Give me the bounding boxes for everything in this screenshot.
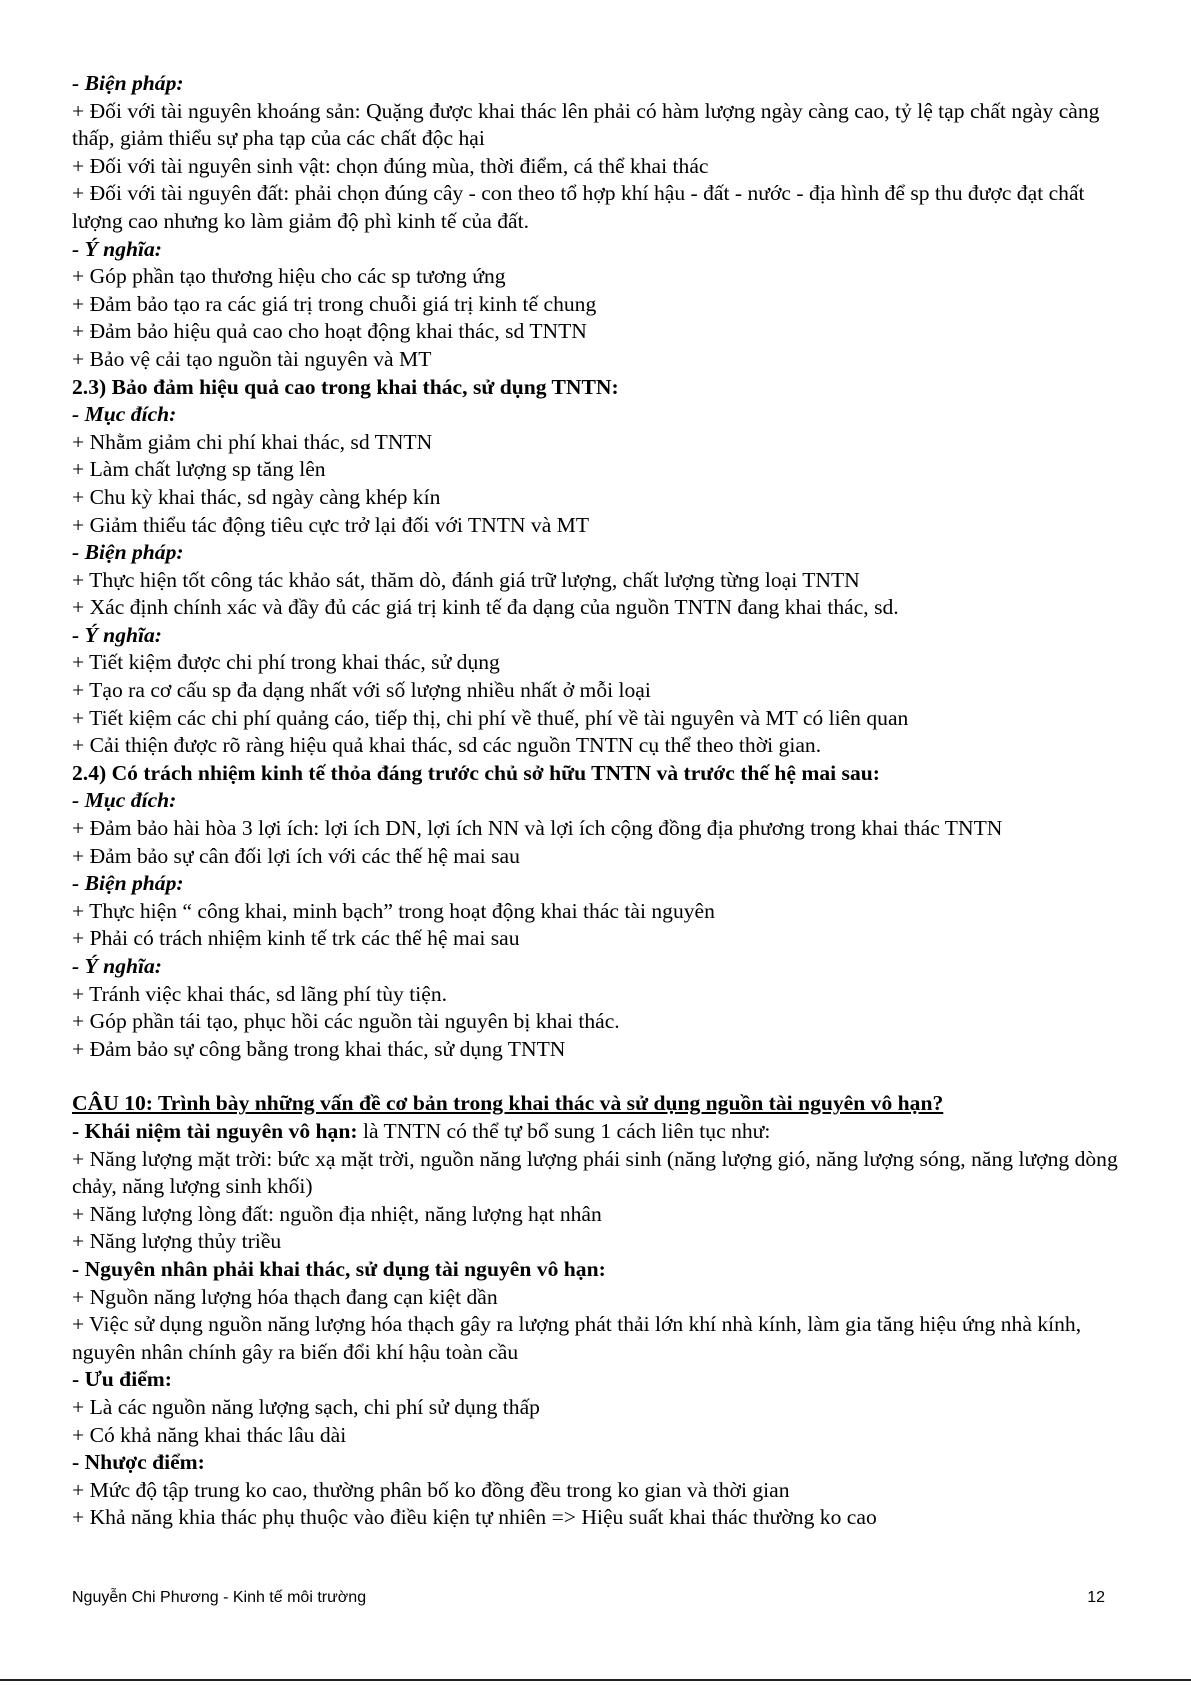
bullet-item: + Mức độ tập trung ko cao, thường phân bố ko đồng đều trong ko gian và thời gian (72, 1477, 790, 1502)
bullet-item: + Đảm bảo sự công bằng trong khai thác, sử dụng TNTN (72, 1036, 566, 1061)
section-heading-2-4: 2.4) Có trách nhiệm kinh tế thỏa đáng trước chủ sở hữu TNTN và trước thế hệ mai sau: (72, 760, 880, 785)
bullet-item: + Góp phần tái tạo, phục hồi các nguồn tài nguyên bị khai thác. (72, 1009, 620, 1034)
bullet-item: + Đối với tài nguyên khoáng sản: Quặng được khai thác lên phải có hàm lượng ngày càng cao, tỷ lệ tạp chất ngày càng thấp, giảm thiểu sự pha tạp của các chất độc hại (72, 98, 1100, 151)
bullet-item: + Chu kỳ khai thác, sd ngày càng khép kín (72, 484, 441, 509)
subheading-meaning: - Ý nghĩa: (72, 954, 162, 978)
footer-author-course: Nguyễn Chi Phương - Kinh tế môi trường (72, 1589, 367, 1606)
bullet-item: + Năng lượng lòng đất: nguồn địa nhiệt, năng lượng hạt nhân (72, 1201, 602, 1226)
bullet-item: + Đảm bảo sự cân đối lợi ích với các thế hệ mai sau (72, 843, 520, 868)
bullet-item: + Đảm bảo tạo ra các giá trị trong chuỗi giá trị kinh tế chung (72, 291, 597, 316)
bullet-item: + Đảm bảo hiệu quả cao cho hoạt động khai thác, sd TNTN (72, 319, 587, 344)
bullet-item: + Phải có trách nhiệm kinh tế trk các thế hệ mai sau (72, 926, 520, 951)
bullet-item: + Thực hiện “ công khai, minh bạch” trong hoạt động khai thác tài nguyên (72, 898, 715, 923)
subheading-measures: - Biện pháp: (72, 71, 184, 95)
bullet-item: + Tránh việc khai thác, sd lãng phí tùy tiện. (72, 981, 448, 1006)
paragraph-gap (72, 1063, 1132, 1090)
bullet-item: + Tiết kiệm các chi phí quảng cáo, tiếp thị, chi phí về thuế, phí về tài nguyên và MT có liên quan (72, 705, 909, 730)
definition-text: là TNTN có thể tự bổ sung 1 cách liên tục như: (357, 1118, 771, 1143)
section-heading-2-3: 2.3) Bảo đảm hiệu quả cao trong khai thác, sử dụng TNTN: (72, 374, 619, 399)
definition-line (72, 1118, 1132, 1146)
bullet-item: + Có khả năng khai thác lâu dài (72, 1422, 347, 1447)
subheading-disadvantages: - Nhược điểm: (72, 1450, 205, 1475)
bullet-item: + Nguồn năng lượng hóa thạch đang cạn kiệt dần (72, 1284, 498, 1309)
bullet-item: + Năng lượng mặt trời: bức xạ mặt trời, nguồn năng lượng phái sinh (năng lượng gió, năng lượng sóng, năng lượng dòng chảy, năng lượng sinh khối) (72, 1146, 1118, 1199)
subheading-reasons: - Nguyên nhân phải khai thác, sử dụng tài nguyên vô hạn: (72, 1256, 606, 1281)
document-body (72, 70, 1132, 1532)
bullet-item: + Năng lượng thủy triều (72, 1229, 282, 1254)
subheading-advantages: - Ưu điểm: (72, 1367, 172, 1392)
bullet-item: + Khả năng khia thác phụ thuộc vào điều kiện tự nhiên => Hiệu suất khai thác thường ko cao (72, 1505, 877, 1530)
bullet-item: + Việc sử dụng nguồn năng lượng hóa thạch gây ra lượng phát thải lớn khí nhà kính, làm gia tăng hiệu ứng nhà kính, nguyên nhân chính gây ra biến đổi khí hậu toàn cầu (72, 1312, 1082, 1364)
page-bottom-rule (0, 1679, 1191, 1681)
bullet-item: + Làm chất lượng sp tăng lên (72, 457, 326, 482)
page-footer (72, 1589, 1119, 1611)
bullet-item: + Tạo ra cơ cấu sp đa dạng nhất với số lượng nhiều nhất ở mỗi loại (72, 678, 651, 703)
subheading-meaning: - Ý nghĩa: (72, 622, 162, 647)
bullet-item: + Tiết kiệm được chi phí trong khai thác, sử dụng (72, 650, 500, 675)
bullet-item: + Đối với tài nguyên đất: phải chọn đúng cây - con theo tổ hợp khí hậu - đất - nước - địa hình để sp thu được đạt chất lượng cao nhưng ko làm giảm độ phì kinh tế của đất. (72, 181, 1085, 233)
bullet-item: + Đối với tài nguyên sinh vật: chọn đúng mùa, thời điểm, cá thể khai thác (72, 153, 709, 178)
subheading-purpose: - Mục đích: (72, 788, 177, 813)
bullet-item: + Bảo vệ cải tạo nguồn tài nguyên và MT (72, 346, 432, 371)
bullet-item: + Cải thiện được rõ ràng hiệu quả khai thác, sd các nguồn TNTN cụ thể theo thời gian. (72, 733, 822, 758)
bullet-item: + Xác định chính xác và đầy đủ các giá trị kinh tế đa dạng của nguồn TNTN đang khai thác, sd. (72, 595, 899, 620)
subheading-measures: - Biện pháp: (72, 540, 184, 565)
subheading-purpose: - Mục đích: (72, 402, 177, 427)
subheading-measures: - Biện pháp: (72, 871, 184, 896)
bullet-item: + Nhằm giảm chi phí khai thác, sd TNTN (72, 429, 433, 454)
bullet-item: + Góp phần tạo thương hiệu cho các sp tương ứng (72, 264, 506, 289)
subheading-meaning: - Ý nghĩa: (72, 236, 162, 261)
bullet-item: + Thực hiện tốt công tác khảo sát, thăm dò, đánh giá trữ lượng, chất lượng từng loại TNTN (72, 567, 860, 592)
footer-page-number: 12 (1087, 1589, 1105, 1606)
question-heading: CÂU 10: Trình bày những vấn đề cơ bản trong khai thác và sử dụng nguồn tài nguyên vô hạn? (72, 1091, 944, 1116)
bullet-item: + Giảm thiểu tác động tiêu cực trở lại đối với TNTN và MT (72, 512, 590, 537)
bullet-item: + Đảm bảo hài hòa 3 lợi ích: lợi ích DN, lợi ích NN và lợi ích cộng đồng địa phương trong khai thác TNTN (72, 816, 1003, 841)
bullet-item: + Là các nguồn năng lượng sạch, chi phí sử dụng thấp (72, 1394, 540, 1419)
definition-label: - Khái niệm tài nguyên vô hạn: (72, 1118, 358, 1143)
